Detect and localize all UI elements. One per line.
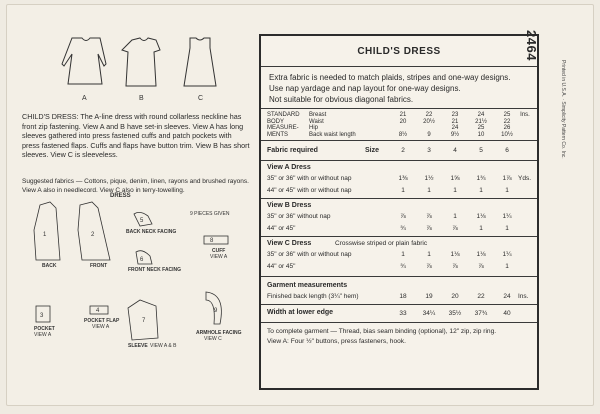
measurement-cell: 21 (451, 118, 459, 125)
pocket-view-label: VIEW A (34, 332, 52, 338)
value-cell: 1 (505, 263, 509, 270)
divider (261, 304, 537, 305)
measurement-cell: 22 (425, 112, 433, 118)
value-cell: ⅞ (426, 225, 432, 232)
pocket-flap-label: POCKET FLAP (84, 318, 120, 324)
breast-label: Breast (309, 112, 327, 118)
measurement-cell: 22 (503, 118, 511, 125)
value-cell: 1¼ (502, 251, 512, 258)
value-cell: 5 (479, 147, 483, 154)
measurement-cell: 25 (477, 125, 485, 131)
value-cell: 2 (401, 147, 405, 154)
measurement-cell: 10½ (501, 131, 513, 138)
cuff-label: CUFF (212, 248, 226, 254)
view-sketches (52, 34, 222, 104)
note-2: Use nap yardage and nap layout for one-way designs. (269, 84, 461, 93)
value-cell: 1¼ (502, 213, 512, 220)
std-l1: STANDARD (267, 112, 300, 118)
pieces-count: 9 PIECES GIVEN (190, 211, 230, 217)
value-cell: 6 (505, 147, 509, 154)
value-cell: 1⅛ (450, 251, 460, 258)
value-cell: 19 (425, 293, 433, 300)
measurement-cell: 10 (477, 131, 485, 138)
value-cell: ⅞ (426, 263, 432, 270)
value-cell: 1⅝ (450, 175, 460, 182)
value-cell: 1¾ (476, 175, 486, 182)
measurement-cell: 8½ (398, 131, 408, 138)
value-cell: 1 (401, 187, 405, 194)
value-cell: 1⅛ (476, 251, 486, 258)
unit-label: Ins. (518, 293, 529, 300)
back-piece (34, 202, 60, 260)
value-cell: 1 (505, 225, 509, 232)
piece-num-6: 6 (140, 257, 144, 263)
view-b-row2-label: 44" or 45" (267, 225, 296, 232)
armhole-label: ARMHOLE FACING (196, 330, 242, 336)
view-a-row2-label: 44" or 45" with or without nap (267, 187, 352, 194)
measurement-labels (309, 112, 356, 138)
value-cell: 20 (451, 293, 459, 300)
view-b-label: B (139, 95, 144, 102)
view-c-sketch (184, 38, 216, 86)
yardage-chart (259, 34, 539, 390)
cuff-view-label: VIEW A (210, 254, 228, 260)
front-piece (78, 202, 110, 260)
measurement-cell: 20 (399, 118, 407, 125)
measurement-cell: 23 (451, 112, 459, 118)
pattern-pieces (30, 200, 250, 350)
width-label: Width at lower edge (267, 309, 334, 316)
value-cell: 3 (427, 147, 431, 154)
value-cell: 1 (427, 251, 431, 258)
view-c-row2-label: 44" or 45" (267, 263, 296, 270)
piece-num-4: 4 (96, 308, 100, 314)
value-cell: ⅞ (452, 263, 458, 270)
pocket-label: POCKET (34, 326, 55, 332)
value-cell: 1 (505, 187, 509, 194)
view-b-heading: View B Dress (267, 202, 312, 209)
pocket-flap-view-label: VIEW A (92, 324, 110, 330)
divider (261, 160, 537, 161)
value-cell: 22 (477, 293, 485, 300)
view-a-label: A (82, 95, 87, 102)
value-cell: 1 (479, 187, 483, 194)
value-cell: 1 (453, 213, 457, 220)
measurement-cell: Ins. (520, 112, 530, 118)
chart-title: CHILD'S DRESS (357, 46, 441, 57)
value-cell: 1 (427, 187, 431, 194)
divider (261, 236, 537, 237)
size-label: Size (365, 147, 380, 154)
measurement-cell: 9½ (450, 131, 460, 138)
divider (261, 276, 537, 277)
value-cell: 1 (401, 251, 405, 258)
view-c-label: C (198, 95, 204, 102)
view-a-row1-label: 35" or 36" with or without nap (267, 175, 352, 182)
back-neck-label: BACK NECK FACING (126, 229, 177, 235)
value-cell: ⅞ (426, 213, 432, 220)
description: CHILD'S DRESS: The A-line dress with round collarless neckline has front zip fastening. View A and B have set-in sleeves. View A has long sleeves gathered into press fastened cuffs and patch pockets with press fastened flaps. Cuffs and flaps have button trim. View B has short sleeves. View C is sleeveless. (22, 112, 250, 159)
view-c-note: Crosswise striped or plain fabric (335, 240, 428, 247)
piece-num-3: 3 (40, 313, 44, 319)
divider (261, 198, 537, 199)
std-l3: MEASURE- (267, 125, 299, 131)
front-neck-label: FRONT NECK FACING (128, 267, 182, 273)
hip-label: Hip (309, 125, 319, 131)
finished-length-label: Finished back length (3¼" hem) (267, 293, 359, 300)
measurement-cell: 24 (451, 125, 459, 131)
garment-heading: Garment measurements (267, 282, 348, 289)
measurement-cell: 24 (477, 112, 485, 118)
value-cell: 24 (503, 293, 511, 300)
measurement-cell: 20½ (423, 118, 435, 125)
divider (261, 322, 537, 323)
pattern-number: 2464 (524, 30, 539, 61)
value-cell: 18 (399, 293, 407, 300)
value-cell: 37¾ (474, 310, 488, 317)
view-b-row1-label: 35" or 36" without nap (267, 213, 331, 220)
complete-line-1: To complete garment — Thread, bias seam binding (optional), 12" zip, zip ring. (267, 328, 497, 335)
armhole-view-label: VIEW C (204, 336, 222, 342)
note-1: Extra fabric is needed to match plaids, stripes and one-way designs. (269, 73, 511, 82)
std-l4: MENTS (267, 131, 288, 138)
cuff-piece (204, 236, 228, 244)
pieces-title: DRESS (110, 193, 131, 199)
measurement-cell: 9 (427, 131, 431, 138)
piece-num-9: 9 (214, 308, 218, 314)
view-c-heading: View C Dress (267, 240, 312, 247)
fabric-required-label: Fabric required (267, 147, 318, 154)
waist-label: Waist (309, 118, 324, 125)
value-cell: 1 (479, 225, 483, 232)
view-a-sketch (62, 38, 106, 84)
value-cell: 33 (399, 310, 407, 317)
note-3: Not suitable for obvious diagonal fabrics. (269, 95, 414, 104)
value-cell: 1 (453, 187, 457, 194)
view-b-sketch (122, 38, 160, 86)
std-measurements-label (267, 112, 300, 138)
piece-num-7: 7 (142, 318, 146, 324)
back-waist-label: Back waist length (309, 131, 356, 138)
view-a-heading: View A Dress (267, 164, 311, 171)
value-cell: 1⅛ (476, 213, 486, 220)
value-cell: ¾ (400, 263, 406, 270)
piece-num-8: 8 (210, 238, 214, 244)
value-cell: ¾ (400, 225, 406, 232)
value-cell: 1½ (424, 175, 434, 182)
value-cell: 1⅜ (398, 175, 408, 182)
piece-num-5: 5 (140, 218, 144, 224)
side-print-text: Printed in U.S.A. · Simplicity Pattern Co. Inc. (560, 60, 566, 159)
piece-num-1: 1 (43, 232, 47, 238)
back-label: BACK (42, 263, 57, 269)
value-cell: 1⅞ (502, 175, 512, 182)
suggested-fabrics: Suggested fabrics — Cottons, pique, denim, linen, rayons and brushed rayons. View A also in needlecord. View C also in terry-towelling. (22, 178, 249, 194)
measurement-cell: 26 (503, 125, 511, 131)
view-c-row1-label: 35" or 36" with or without nap (267, 251, 352, 258)
piece-num-2: 2 (91, 232, 95, 238)
front-label: FRONT (90, 263, 108, 269)
chart-notes (269, 72, 510, 105)
value-cell: 40 (503, 310, 511, 317)
value-cell: ⅞ (452, 225, 458, 232)
std-l2: BODY (267, 118, 285, 125)
sleeve-label: SLEEVE (128, 343, 148, 349)
value-cell: ⅞ (400, 213, 406, 220)
divider (261, 140, 537, 141)
divider (261, 66, 537, 67)
sleeve-view-label: VIEW A & B (150, 343, 177, 349)
value-cell: 4 (453, 147, 457, 154)
measurement-cell: 21½ (475, 118, 487, 125)
value-cell: ⅞ (478, 263, 484, 270)
value-cell: 34¼ (422, 310, 436, 317)
unit-label: Yds. (518, 175, 532, 182)
complete-line-2: View A: Four ½" buttons, press fasteners, hook. (267, 338, 406, 345)
divider (261, 108, 537, 109)
front-neck-facing (136, 251, 152, 264)
measurement-cell: 21 (399, 112, 407, 118)
value-cell: 35½ (448, 310, 462, 317)
measurement-cell: 25 (503, 112, 511, 118)
